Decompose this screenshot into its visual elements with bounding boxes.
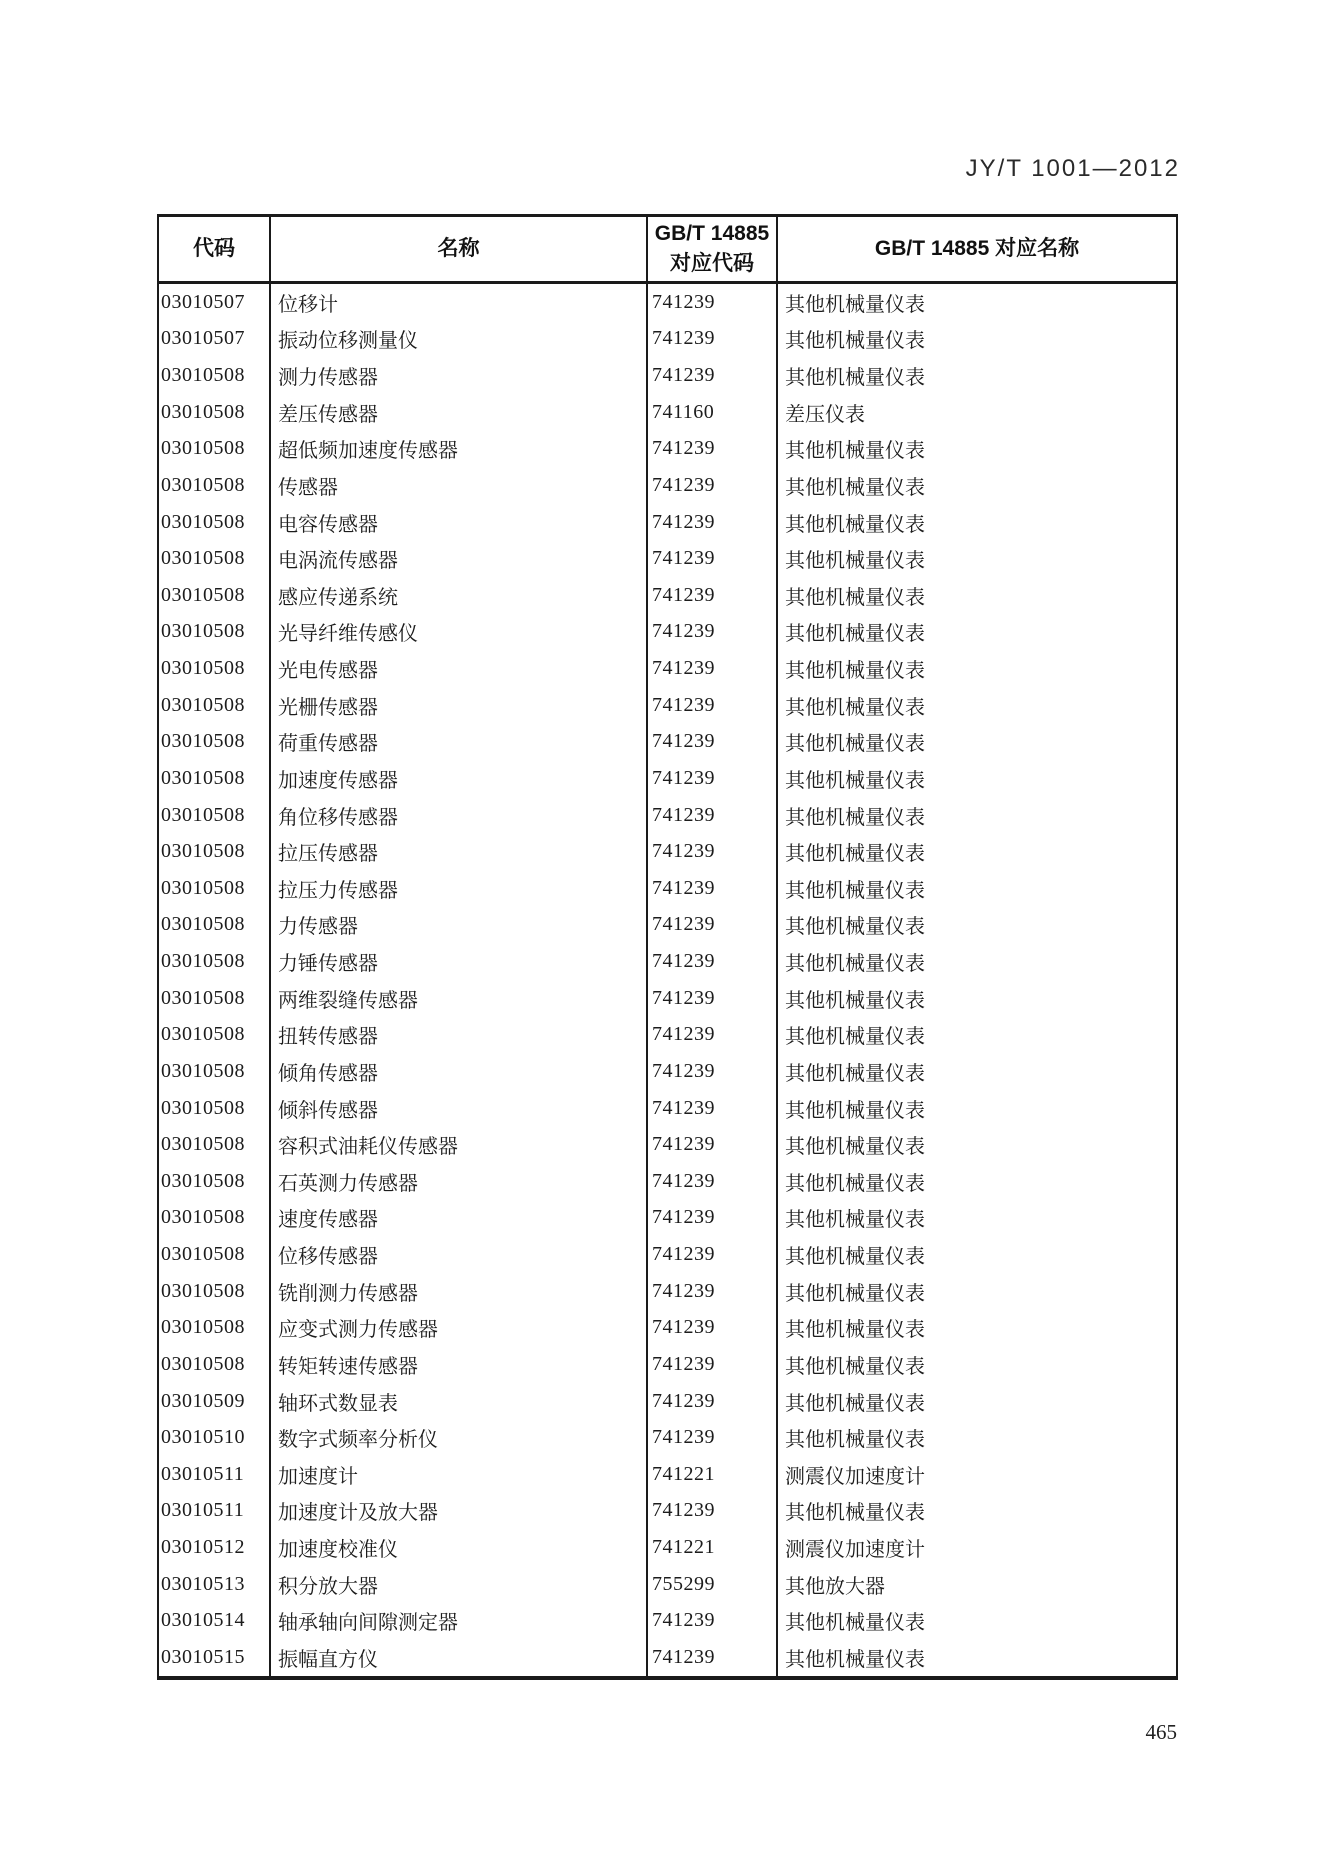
table-row [159, 1493, 1176, 1530]
cell-name: 加速度计 [269, 1456, 646, 1493]
cell-code: 03010511 [161, 1499, 245, 1522]
cell-code: 03010508 [161, 437, 245, 460]
cell-code: 03010508 [161, 1096, 245, 1119]
table-row [159, 907, 1176, 944]
table-row [159, 394, 1176, 431]
cell-gbt-name: 其他机械量仪表 [776, 1017, 1176, 1054]
table-row [159, 540, 1176, 577]
cell-gbt-name: 其他机械量仪表 [776, 687, 1176, 724]
cell-gbt-code: 741239 [646, 577, 776, 614]
cell-gbt-name: 其他机械量仪表 [776, 577, 1176, 614]
cell-code: 03010508 [161, 1023, 245, 1046]
cell-gbt-name: 其他机械量仪表 [776, 650, 1176, 687]
table-body [159, 284, 1176, 1676]
cell-gbt-name: 其他机械量仪表 [776, 357, 1176, 394]
table-row [159, 687, 1176, 724]
cell-gbt-name: 其他机械量仪表 [776, 980, 1176, 1017]
cell-gbt-name: 其他机械量仪表 [776, 1310, 1176, 1347]
table-row [159, 1383, 1176, 1420]
cell-gbt-code: 741239 [646, 1310, 776, 1347]
cell-name: 加速度传感器 [269, 760, 646, 797]
header-name [269, 217, 646, 281]
cell-gbt-name: 其他机械量仪表 [776, 760, 1176, 797]
cell-gbt-code: 741221 [646, 1529, 776, 1566]
cell-name: 轴环式数显表 [269, 1383, 646, 1420]
table-row [159, 1346, 1176, 1383]
cell-code: 03010515 [161, 1645, 245, 1668]
cell-gbt-code: 755299 [646, 1566, 776, 1603]
cell-gbt-code: 741239 [646, 1603, 776, 1640]
cell-gbt-code: 741239 [646, 1346, 776, 1383]
cell-gbt-code: 741239 [646, 907, 776, 944]
doc-standard-number: JY/T 1001—2012 [965, 155, 1180, 182]
table-row [159, 357, 1176, 394]
cell-gbt-code: 741239 [646, 980, 776, 1017]
cell-gbt-name: 测震仪加速度计 [776, 1456, 1176, 1493]
header-code-label: 代码 [193, 236, 235, 260]
cell-gbt-code: 741239 [646, 431, 776, 468]
cell-code: 03010508 [161, 364, 245, 387]
table-row [159, 284, 1176, 321]
cell-code: 03010508 [161, 1316, 245, 1339]
header-name-label: 名称 [437, 236, 480, 260]
cell-gbt-name: 其他机械量仪表 [776, 284, 1176, 321]
cell-gbt-name: 其他机械量仪表 [776, 1053, 1176, 1090]
cell-gbt-name: 其他机械量仪表 [776, 614, 1176, 651]
cell-gbt-code: 741239 [646, 467, 776, 504]
cell-name: 数字式频率分析仪 [269, 1419, 646, 1456]
table-row [159, 1273, 1176, 1310]
cell-gbt-code: 741239 [646, 614, 776, 651]
cell-gbt-name: 其他机械量仪表 [776, 797, 1176, 834]
cell-gbt-name: 其他机械量仪表 [776, 943, 1176, 980]
cell-gbt-name: 测震仪加速度计 [776, 1529, 1176, 1566]
cell-gbt-code: 741239 [646, 1383, 776, 1420]
cell-code: 03010508 [161, 510, 245, 533]
header-gbt-code-line2: 对应代码 [670, 252, 754, 275]
cell-code: 03010508 [161, 693, 245, 716]
cell-code: 03010512 [161, 1536, 245, 1559]
cell-gbt-name: 其他机械量仪表 [776, 1346, 1176, 1383]
cell-gbt-code: 741239 [646, 760, 776, 797]
cell-name: 振幅直方仪 [269, 1639, 646, 1676]
table-row [159, 1017, 1176, 1054]
cell-name: 差压传感器 [269, 394, 646, 431]
table-row [159, 1163, 1176, 1200]
cell-name: 容积式油耗仪传感器 [269, 1126, 646, 1163]
cell-name: 轴承轴向间隙测定器 [269, 1603, 646, 1640]
header-code [159, 217, 269, 281]
cell-name: 电容传感器 [269, 504, 646, 541]
table-row [159, 1236, 1176, 1273]
cell-gbt-code: 741239 [646, 1493, 776, 1530]
cell-name: 光电传感器 [269, 650, 646, 687]
cell-code: 03010508 [161, 473, 245, 496]
cell-gbt-name: 其他机械量仪表 [776, 1383, 1176, 1420]
cell-gbt-name: 其他机械量仪表 [776, 1236, 1176, 1273]
cell-name: 加速度校准仪 [269, 1529, 646, 1566]
cell-name: 应变式测力传感器 [269, 1310, 646, 1347]
cell-code: 03010508 [161, 583, 245, 606]
cell-code: 03010508 [161, 1133, 245, 1156]
cell-gbt-name: 其他机械量仪表 [776, 1126, 1176, 1163]
cell-gbt-code: 741239 [646, 1163, 776, 1200]
cell-code: 03010514 [161, 1609, 245, 1632]
cell-name: 荷重传感器 [269, 724, 646, 761]
table-row [159, 614, 1176, 651]
table-row [159, 1639, 1176, 1676]
table-row [159, 431, 1176, 468]
cell-code: 03010509 [161, 1389, 245, 1412]
table-row [159, 650, 1176, 687]
cell-name: 力锤传感器 [269, 943, 646, 980]
cell-gbt-name: 其他机械量仪表 [776, 431, 1176, 468]
cell-gbt-code: 741239 [646, 357, 776, 394]
cell-gbt-code: 741239 [646, 1639, 776, 1676]
cell-gbt-name: 其他机械量仪表 [776, 1603, 1176, 1640]
cell-gbt-name: 其他机械量仪表 [776, 540, 1176, 577]
cell-gbt-code: 741221 [646, 1456, 776, 1493]
cell-code: 03010508 [161, 1352, 245, 1375]
cell-name: 石英测力传感器 [269, 1163, 646, 1200]
cell-code: 03010508 [161, 400, 245, 423]
cell-code: 03010507 [161, 327, 245, 350]
cell-gbt-name: 其他机械量仪表 [776, 504, 1176, 541]
header-gbt-code [646, 217, 776, 281]
cell-name: 振动位移测量仪 [269, 321, 646, 358]
code-mapping-table [157, 214, 1178, 1680]
cell-name: 速度传感器 [269, 1200, 646, 1237]
table-row [159, 760, 1176, 797]
cell-name: 拉压力传感器 [269, 870, 646, 907]
cell-code: 03010507 [161, 290, 245, 313]
table-header-row [159, 217, 1176, 284]
cell-code: 03010508 [161, 730, 245, 753]
cell-gbt-code: 741239 [646, 1273, 776, 1310]
cell-name: 位移传感器 [269, 1236, 646, 1273]
page-number: 465 [1145, 1720, 1177, 1744]
cell-code: 03010508 [161, 547, 245, 570]
cell-name: 感应传递系统 [269, 577, 646, 614]
cell-gbt-name: 其他机械量仪表 [776, 321, 1176, 358]
cell-gbt-code: 741239 [646, 1090, 776, 1127]
cell-gbt-code: 741239 [646, 504, 776, 541]
cell-gbt-code: 741239 [646, 650, 776, 687]
cell-code: 03010508 [161, 950, 245, 973]
table-row [159, 943, 1176, 980]
table-row [159, 1419, 1176, 1456]
table-row [159, 577, 1176, 614]
cell-name: 光栅传感器 [269, 687, 646, 724]
header-gbt-name-label: GB/T 14885 对应名称 [874, 236, 1080, 260]
cell-gbt-name: 其他放大器 [776, 1566, 1176, 1603]
cell-name: 倾角传感器 [269, 1053, 646, 1090]
cell-code: 03010508 [161, 1279, 245, 1302]
table-row [159, 833, 1176, 870]
cell-gbt-code: 741239 [646, 1126, 776, 1163]
table-row [159, 1603, 1176, 1640]
cell-gbt-code: 741239 [646, 1419, 776, 1456]
cell-code: 03010508 [161, 803, 245, 826]
cell-gbt-name: 其他机械量仪表 [776, 1493, 1176, 1530]
cell-code: 03010508 [161, 986, 245, 1009]
cell-code: 03010511 [161, 1462, 245, 1485]
table-row [159, 1310, 1176, 1347]
cell-name: 测力传感器 [269, 357, 646, 394]
cell-name: 传感器 [269, 467, 646, 504]
table-row [159, 870, 1176, 907]
cell-name: 铣削测力传感器 [269, 1273, 646, 1310]
cell-name: 光导纤维传感仪 [269, 614, 646, 651]
cell-name: 拉压传感器 [269, 833, 646, 870]
cell-gbt-code: 741239 [646, 1200, 776, 1237]
cell-gbt-code: 741239 [646, 724, 776, 761]
table-row [159, 980, 1176, 1017]
header-gbt-name [776, 217, 1176, 281]
cell-gbt-code: 741239 [646, 797, 776, 834]
cell-name: 加速度计及放大器 [269, 1493, 646, 1530]
cell-gbt-code: 741239 [646, 833, 776, 870]
cell-code: 03010508 [161, 657, 245, 680]
cell-code: 03010508 [161, 620, 245, 643]
cell-gbt-name: 其他机械量仪表 [776, 1090, 1176, 1127]
header-gbt-code-line1: GB/T 14885 [654, 221, 770, 245]
cell-gbt-code: 741239 [646, 943, 776, 980]
cell-name: 转矩转速传感器 [269, 1346, 646, 1383]
cell-gbt-code: 741239 [646, 540, 776, 577]
cell-gbt-code: 741239 [646, 1053, 776, 1090]
cell-gbt-name: 其他机械量仪表 [776, 467, 1176, 504]
cell-name: 位移计 [269, 284, 646, 321]
cell-code: 03010510 [161, 1426, 245, 1449]
table-row [159, 467, 1176, 504]
cell-gbt-name: 其他机械量仪表 [776, 724, 1176, 761]
cell-code: 03010508 [161, 1243, 245, 1266]
cell-code: 03010508 [161, 766, 245, 789]
table-row [159, 1456, 1176, 1493]
cell-gbt-code: 741239 [646, 321, 776, 358]
cell-gbt-code: 741239 [646, 870, 776, 907]
cell-gbt-code: 741239 [646, 1017, 776, 1054]
table-row [159, 1053, 1176, 1090]
cell-gbt-name: 其他机械量仪表 [776, 870, 1176, 907]
cell-gbt-name: 其他机械量仪表 [776, 1639, 1176, 1676]
table-row [159, 724, 1176, 761]
cell-gbt-name: 其他机械量仪表 [776, 1200, 1176, 1237]
cell-name: 电涡流传感器 [269, 540, 646, 577]
cell-gbt-code: 741239 [646, 687, 776, 724]
cell-code: 03010508 [161, 1059, 245, 1082]
cell-name: 超低频加速度传感器 [269, 431, 646, 468]
cell-name: 角位移传感器 [269, 797, 646, 834]
cell-gbt-name: 其他机械量仪表 [776, 1419, 1176, 1456]
cell-gbt-code: 741239 [646, 284, 776, 321]
cell-code: 03010513 [161, 1572, 245, 1595]
cell-code: 03010508 [161, 1206, 245, 1229]
cell-name: 力传感器 [269, 907, 646, 944]
table-row [159, 321, 1176, 358]
table-row [159, 1126, 1176, 1163]
table-row [159, 1529, 1176, 1566]
cell-name: 扭转传感器 [269, 1017, 646, 1054]
cell-code: 03010508 [161, 876, 245, 899]
cell-code: 03010508 [161, 840, 245, 863]
cell-code: 03010508 [161, 913, 245, 936]
cell-gbt-code: 741160 [646, 394, 776, 431]
cell-gbt-name: 其他机械量仪表 [776, 1163, 1176, 1200]
table-row [159, 1566, 1176, 1603]
cell-name: 倾斜传感器 [269, 1090, 646, 1127]
table-row [159, 1090, 1176, 1127]
table-row [159, 1200, 1176, 1237]
cell-gbt-code: 741239 [646, 1236, 776, 1273]
cell-name: 两维裂缝传感器 [269, 980, 646, 1017]
cell-gbt-name: 其他机械量仪表 [776, 1273, 1176, 1310]
cell-name: 积分放大器 [269, 1566, 646, 1603]
cell-code: 03010508 [161, 1169, 245, 1192]
table-row [159, 797, 1176, 834]
cell-gbt-name: 其他机械量仪表 [776, 907, 1176, 944]
table-row [159, 504, 1176, 541]
cell-gbt-name: 差压仪表 [776, 394, 1176, 431]
cell-gbt-name: 其他机械量仪表 [776, 833, 1176, 870]
